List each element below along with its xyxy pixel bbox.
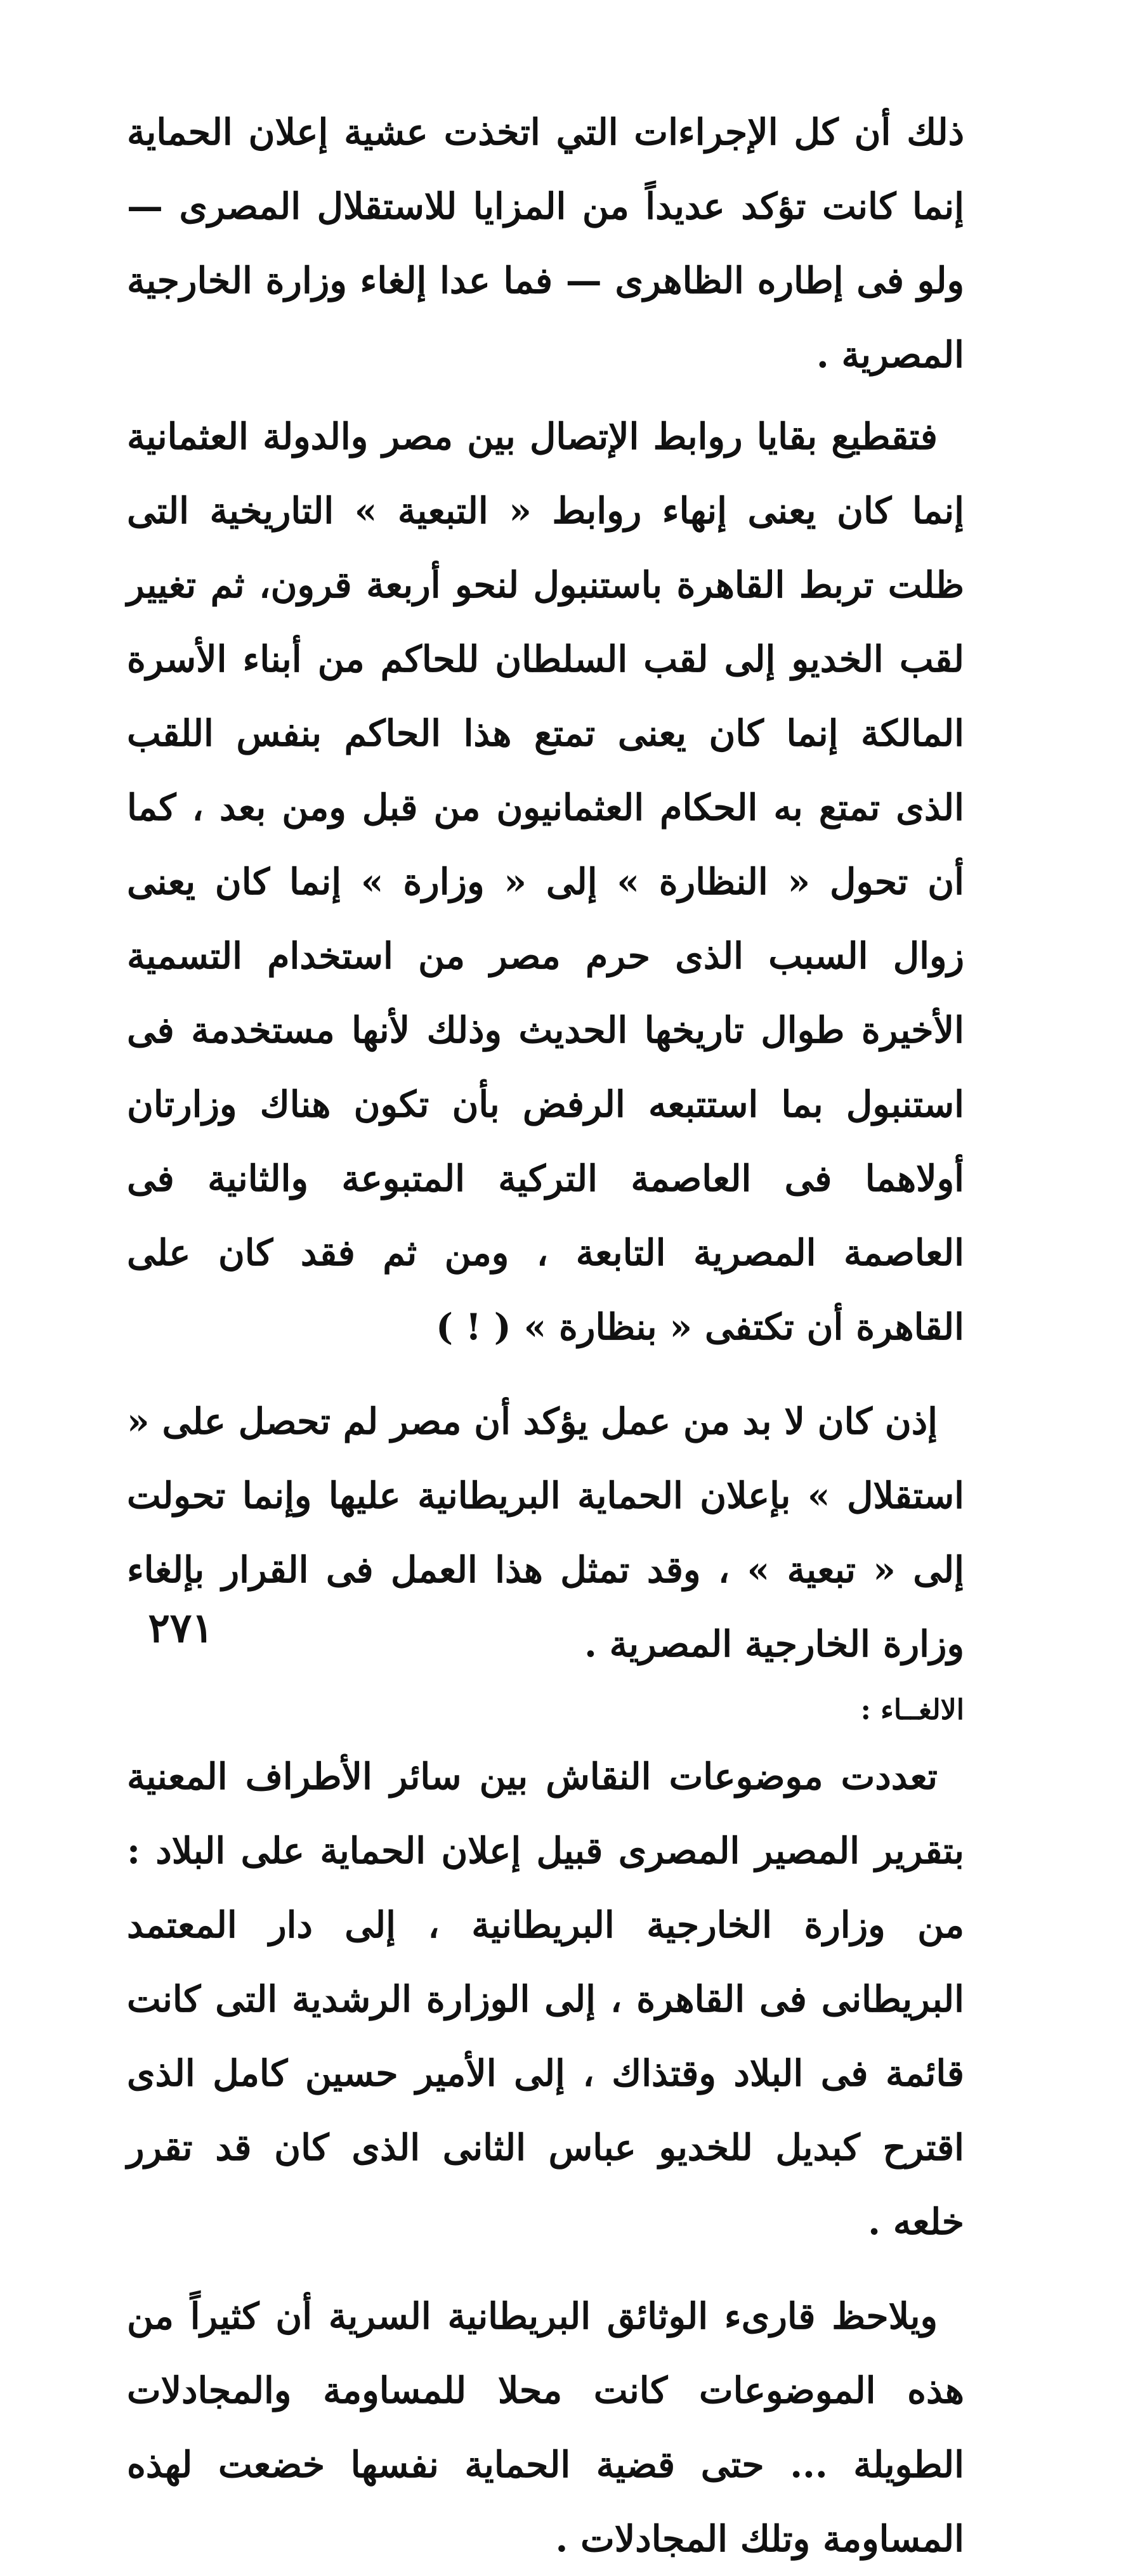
paragraph-1: ذلك أن كل الإجراءات التي اتخذت عشية إعلان الحماية إنما كانت تؤكد عديداً من المزايا للاستقلال المصرى — ولو فى إطاره الظاهرى — فما عدا إلغاء وزارة الخارجية المصرية . (127, 111, 964, 376)
paragraph-3: إذن كان لا بد من عمل يؤكد أن مصر لم تحصل على « استقلال » بإعلان الحماية البريطانية عليها وإنما تحولت إلى « تبعية » ، وقد تمثل هذا العمل فى القرار بإلغاء وزارة الخارجية المصرية . (127, 1400, 964, 1665)
paragraph-2: فتقطيع بقايا روابط الإتصال بين مصر والدولة العثمانية إنما كان يعنى إنهاء روابط « التبعية » التاريخية التى ظلت تربط القاهرة باستنبول لنحو أربعة قرون، ثم تغيير لقب الخديو إلى لقب السلطان للحاكم من أبناء الأسرة المالكة إنما كان يعنى تمتع هذا الحاكم بنفس اللقب الذى تمتع به الحكام العثمانيون من قبل ومن بعد ، كما أن تحول « النظارة » إلى « وزارة » إنما كان يعنى زوال السبب الذى حرم مصر من استخدام التسمية الأخيرة طوال تاريخها الحديث وذلك لأنها مستخدمة فى استنبول بما استتبعه الرفض بأن تكون هناك وزارتان أولاهما فى العاصمة التركية المتبوعة والثانية فى العاصمة المصرية التابعة ، ومن ثم فقد كان على القاهرة أن تكتفى « بنظارة » ( ! ) (127, 415, 964, 1348)
paragraph-5: ويلاحظ قارىء الوثائق البريطانية السرية أن كثيراً من هذه الموضوعات كانت محلا للمساومة والمجادلات الطويلة ... حتى قضية الحماية نفسها خضعت لهذه المساومة وتلك المجادلات . (127, 2295, 964, 2560)
paragraph-4: تعددت موضوعات النقاش بين سائر الأطراف المعنية بتقرير المصير المصرى قبيل إعلان الحماية على البلاد : من وزارة الخارجية البريطانية ، إلى دار المعتمد البريطانى فى القاهرة ، إلى الوزارة الرشدية التى كانت قائمة فى البلاد وقتذاك ، إلى الأمير حسين كامل الذى اقترح كبديل للخديو عباس الثانى الذى كان قد تقرر خلعه . (127, 1755, 964, 2243)
page-body (127, 95, 964, 2576)
section-heading: الالغــاء : (860, 1694, 964, 1726)
page-number: ٢٧١ (148, 1604, 214, 1652)
